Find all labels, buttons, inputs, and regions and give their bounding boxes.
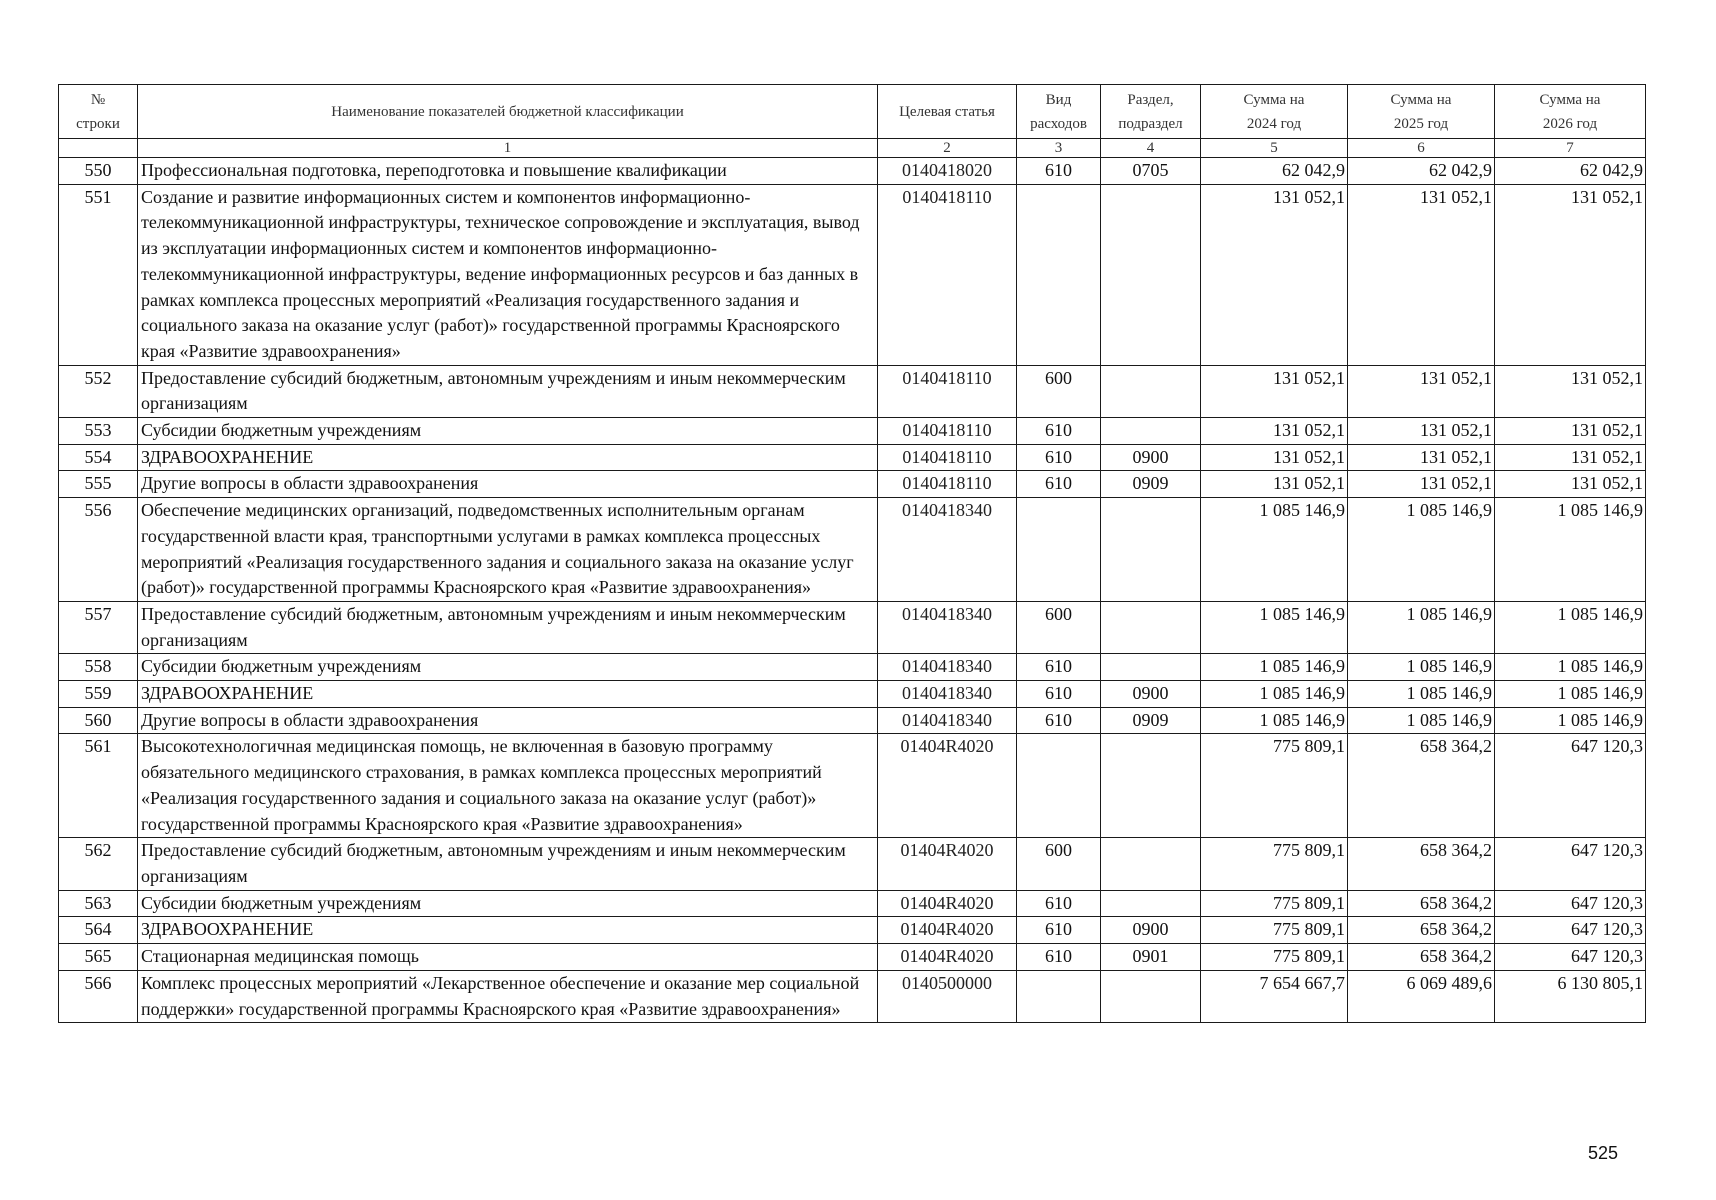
row-section <box>1101 498 1201 602</box>
row-sum-2026: 131 052,1 <box>1495 365 1646 417</box>
row-name: Субсидии бюджетным учреждениям <box>138 890 878 917</box>
column-number: 7 <box>1495 139 1646 158</box>
row-number: 564 <box>59 917 138 944</box>
column-number <box>59 139 138 158</box>
row-sum-2024: 1 085 146,9 <box>1201 654 1348 681</box>
row-number: 550 <box>59 158 138 185</box>
row-section <box>1101 184 1201 365</box>
row-sum-2024: 62 042,9 <box>1201 158 1348 185</box>
row-sum-2024: 1 085 146,9 <box>1201 707 1348 734</box>
table-row <box>59 158 1646 185</box>
row-sum-2025: 658 364,2 <box>1348 838 1495 890</box>
table-row <box>59 365 1646 417</box>
row-number: 560 <box>59 707 138 734</box>
row-sum-2025: 131 052,1 <box>1348 444 1495 471</box>
budget-table <box>58 84 1646 1023</box>
table-row <box>59 890 1646 917</box>
row-section: 0705 <box>1101 158 1201 185</box>
row-section: 0909 <box>1101 471 1201 498</box>
row-section <box>1101 601 1201 653</box>
table-row <box>59 970 1646 1022</box>
row-expense-type <box>1017 734 1101 838</box>
page-number: 525 <box>1588 1143 1619 1163</box>
row-target-article: 0140418110 <box>878 471 1017 498</box>
row-expense-type: 610 <box>1017 890 1101 917</box>
row-number: 555 <box>59 471 138 498</box>
row-expense-type: 610 <box>1017 654 1101 681</box>
row-name: Другие вопросы в области здравоохранения <box>138 471 878 498</box>
header-row <box>59 85 1646 139</box>
row-target-article: 0140418340 <box>878 707 1017 734</box>
row-name: ЗДРАВООХРАНЕНИЕ <box>138 444 878 471</box>
row-sum-2026: 131 052,1 <box>1495 471 1646 498</box>
row-number: 557 <box>59 601 138 653</box>
row-sum-2025: 131 052,1 <box>1348 471 1495 498</box>
column-number: 5 <box>1201 139 1348 158</box>
header-section: Раздел, подраздел <box>1101 85 1201 139</box>
row-target-article: 0140418110 <box>878 444 1017 471</box>
row-sum-2026: 647 120,3 <box>1495 917 1646 944</box>
row-number: 552 <box>59 365 138 417</box>
row-name: Предоставление субсидий бюджетным, автономным учреждениям и иным некоммерческим организациям <box>138 365 878 417</box>
row-sum-2025: 1 085 146,9 <box>1348 707 1495 734</box>
row-target-article: 01404R4020 <box>878 838 1017 890</box>
table-row <box>59 184 1646 365</box>
row-expense-type: 610 <box>1017 471 1101 498</box>
row-expense-type: 600 <box>1017 365 1101 417</box>
table-row <box>59 734 1646 838</box>
header-sum-2025: Сумма на 2025 год <box>1348 85 1495 139</box>
row-sum-2025: 131 052,1 <box>1348 184 1495 365</box>
row-name: Создание и развитие информационных систем и компонентов информационно-телекоммуникационной инфраструктуры, техническое сопровождение и эксплуатация, вывод из эксплуатации информационных систем и компонентов информационно-телекоммуникационной инфраструктуры, ведение информационных ресурсов и баз данных в рамках комплекса процессных мероприятий «Реализация государственного задания и социального заказа на оказание услуг (работ)» государственной программы Красноярского края «Развитие здравоохранения» <box>138 184 878 365</box>
row-number: 559 <box>59 681 138 708</box>
row-expense-type <box>1017 970 1101 1022</box>
row-section <box>1101 970 1201 1022</box>
row-sum-2025: 131 052,1 <box>1348 418 1495 445</box>
table-row <box>59 944 1646 971</box>
row-sum-2026: 1 085 146,9 <box>1495 498 1646 602</box>
row-number: 565 <box>59 944 138 971</box>
header-sum-2024: Сумма на 2024 год <box>1201 85 1348 139</box>
row-sum-2026: 131 052,1 <box>1495 184 1646 365</box>
row-sum-2024: 131 052,1 <box>1201 418 1348 445</box>
row-sum-2025: 1 085 146,9 <box>1348 498 1495 602</box>
row-name: Субсидии бюджетным учреждениям <box>138 418 878 445</box>
row-section <box>1101 734 1201 838</box>
header-expense-type: Вид расходов <box>1017 85 1101 139</box>
row-sum-2024: 1 085 146,9 <box>1201 498 1348 602</box>
row-sum-2026: 131 052,1 <box>1495 418 1646 445</box>
row-target-article: 01404R4020 <box>878 890 1017 917</box>
row-sum-2026: 1 085 146,9 <box>1495 681 1646 708</box>
row-section <box>1101 365 1201 417</box>
table-row <box>59 917 1646 944</box>
row-target-article: 0140418340 <box>878 681 1017 708</box>
row-expense-type <box>1017 184 1101 365</box>
column-number: 1 <box>138 139 878 158</box>
row-number: 566 <box>59 970 138 1022</box>
header-target-article: Целевая статья <box>878 85 1017 139</box>
row-section: 0909 <box>1101 707 1201 734</box>
row-name: Другие вопросы в области здравоохранения <box>138 707 878 734</box>
row-name: Обеспечение медицинских организаций, подведомственных исполнительным органам государственной власти края, транспортными услугами в рамках комплекса процессных мероприятий «Реализация государственного задания и социального заказа на оказание услуг (работ)» государственной программы Красноярского края «Развитие здравоохранения» <box>138 498 878 602</box>
row-number: 563 <box>59 890 138 917</box>
table-row <box>59 838 1646 890</box>
row-expense-type: 610 <box>1017 681 1101 708</box>
row-name: ЗДРАВООХРАНЕНИЕ <box>138 681 878 708</box>
column-number: 2 <box>878 139 1017 158</box>
row-sum-2025: 62 042,9 <box>1348 158 1495 185</box>
column-number: 4 <box>1101 139 1201 158</box>
row-sum-2025: 658 364,2 <box>1348 944 1495 971</box>
row-expense-type: 610 <box>1017 917 1101 944</box>
row-target-article: 01404R4020 <box>878 734 1017 838</box>
row-sum-2026: 647 120,3 <box>1495 890 1646 917</box>
row-sum-2025: 658 364,2 <box>1348 734 1495 838</box>
row-section <box>1101 654 1201 681</box>
row-name: Предоставление субсидий бюджетным, автономным учреждениям и иным некоммерческим организациям <box>138 838 878 890</box>
row-sum-2024: 1 085 146,9 <box>1201 681 1348 708</box>
row-sum-2025: 658 364,2 <box>1348 890 1495 917</box>
table-row <box>59 498 1646 602</box>
row-expense-type: 610 <box>1017 418 1101 445</box>
row-expense-type: 610 <box>1017 158 1101 185</box>
row-sum-2026: 647 120,3 <box>1495 734 1646 838</box>
row-target-article: 01404R4020 <box>878 944 1017 971</box>
row-number: 562 <box>59 838 138 890</box>
row-number: 553 <box>59 418 138 445</box>
row-section: 0900 <box>1101 681 1201 708</box>
column-number-row <box>59 139 1646 158</box>
table-row <box>59 444 1646 471</box>
row-target-article: 0140418110 <box>878 365 1017 417</box>
row-expense-type: 610 <box>1017 707 1101 734</box>
row-name: Профессиональная подготовка, переподготовка и повышение квалификации <box>138 158 878 185</box>
row-sum-2024: 1 085 146,9 <box>1201 601 1348 653</box>
row-number: 551 <box>59 184 138 365</box>
row-section <box>1101 418 1201 445</box>
header-row-number: № строки <box>59 85 138 139</box>
row-sum-2024: 775 809,1 <box>1201 838 1348 890</box>
row-target-article: 0140418340 <box>878 498 1017 602</box>
row-sum-2025: 1 085 146,9 <box>1348 654 1495 681</box>
row-sum-2026: 131 052,1 <box>1495 444 1646 471</box>
column-number: 6 <box>1348 139 1495 158</box>
row-sum-2025: 1 085 146,9 <box>1348 681 1495 708</box>
row-number: 556 <box>59 498 138 602</box>
row-sum-2024: 775 809,1 <box>1201 917 1348 944</box>
row-section: 0901 <box>1101 944 1201 971</box>
row-sum-2024: 7 654 667,7 <box>1201 970 1348 1022</box>
row-number: 554 <box>59 444 138 471</box>
row-sum-2024: 775 809,1 <box>1201 890 1348 917</box>
table-row <box>59 471 1646 498</box>
table-row <box>59 418 1646 445</box>
row-expense-type: 600 <box>1017 838 1101 890</box>
row-sum-2025: 6 069 489,6 <box>1348 970 1495 1022</box>
row-target-article: 01404R4020 <box>878 917 1017 944</box>
row-sum-2026: 6 130 805,1 <box>1495 970 1646 1022</box>
header-name: Наименование показателей бюджетной классификации <box>138 85 878 139</box>
row-expense-type: 610 <box>1017 944 1101 971</box>
row-sum-2024: 131 052,1 <box>1201 184 1348 365</box>
column-number: 3 <box>1017 139 1101 158</box>
table-row <box>59 654 1646 681</box>
row-sum-2024: 131 052,1 <box>1201 471 1348 498</box>
row-target-article: 0140418020 <box>878 158 1017 185</box>
row-section <box>1101 890 1201 917</box>
row-name: Стационарная медицинская помощь <box>138 944 878 971</box>
table-row <box>59 601 1646 653</box>
row-sum-2026: 647 120,3 <box>1495 838 1646 890</box>
row-target-article: 0140500000 <box>878 970 1017 1022</box>
row-sum-2024: 775 809,1 <box>1201 944 1348 971</box>
row-name: Субсидии бюджетным учреждениям <box>138 654 878 681</box>
table-row <box>59 707 1646 734</box>
row-expense-type <box>1017 498 1101 602</box>
row-number: 561 <box>59 734 138 838</box>
row-number: 558 <box>59 654 138 681</box>
table-row <box>59 681 1646 708</box>
row-section: 0900 <box>1101 917 1201 944</box>
header-sum-2026: Сумма на 2026 год <box>1495 85 1646 139</box>
row-expense-type: 600 <box>1017 601 1101 653</box>
row-expense-type: 610 <box>1017 444 1101 471</box>
row-sum-2024: 131 052,1 <box>1201 365 1348 417</box>
row-target-article: 0140418110 <box>878 418 1017 445</box>
row-name: Комплекс процессных мероприятий «Лекарственное обеспечение и оказание мер социальной поддержки» государственной программы Красноярского края «Развитие здравоохранения» <box>138 970 878 1022</box>
row-sum-2026: 62 042,9 <box>1495 158 1646 185</box>
row-name: Высокотехнологичная медицинская помощь, не включенная в базовую программу обязательного медицинского страхования, в рамках комплекса процессных мероприятий «Реализация государственного задания и социального заказа на оказание услуг (работ)» государственной программы Красноярского края «Развитие здравоохранения» <box>138 734 878 838</box>
row-sum-2025: 1 085 146,9 <box>1348 601 1495 653</box>
budget-table-page <box>58 84 1645 1023</box>
row-sum-2026: 1 085 146,9 <box>1495 601 1646 653</box>
row-sum-2024: 131 052,1 <box>1201 444 1348 471</box>
row-target-article: 0140418340 <box>878 654 1017 681</box>
row-section <box>1101 838 1201 890</box>
row-name: ЗДРАВООХРАНЕНИЕ <box>138 917 878 944</box>
row-name: Предоставление субсидий бюджетным, автономным учреждениям и иным некоммерческим организациям <box>138 601 878 653</box>
row-sum-2026: 647 120,3 <box>1495 944 1646 971</box>
row-section: 0900 <box>1101 444 1201 471</box>
row-sum-2026: 1 085 146,9 <box>1495 654 1646 681</box>
row-sum-2024: 775 809,1 <box>1201 734 1348 838</box>
row-sum-2026: 1 085 146,9 <box>1495 707 1646 734</box>
row-target-article: 0140418340 <box>878 601 1017 653</box>
row-sum-2025: 658 364,2 <box>1348 917 1495 944</box>
row-target-article: 0140418110 <box>878 184 1017 365</box>
row-sum-2025: 131 052,1 <box>1348 365 1495 417</box>
table-body <box>59 158 1646 1023</box>
